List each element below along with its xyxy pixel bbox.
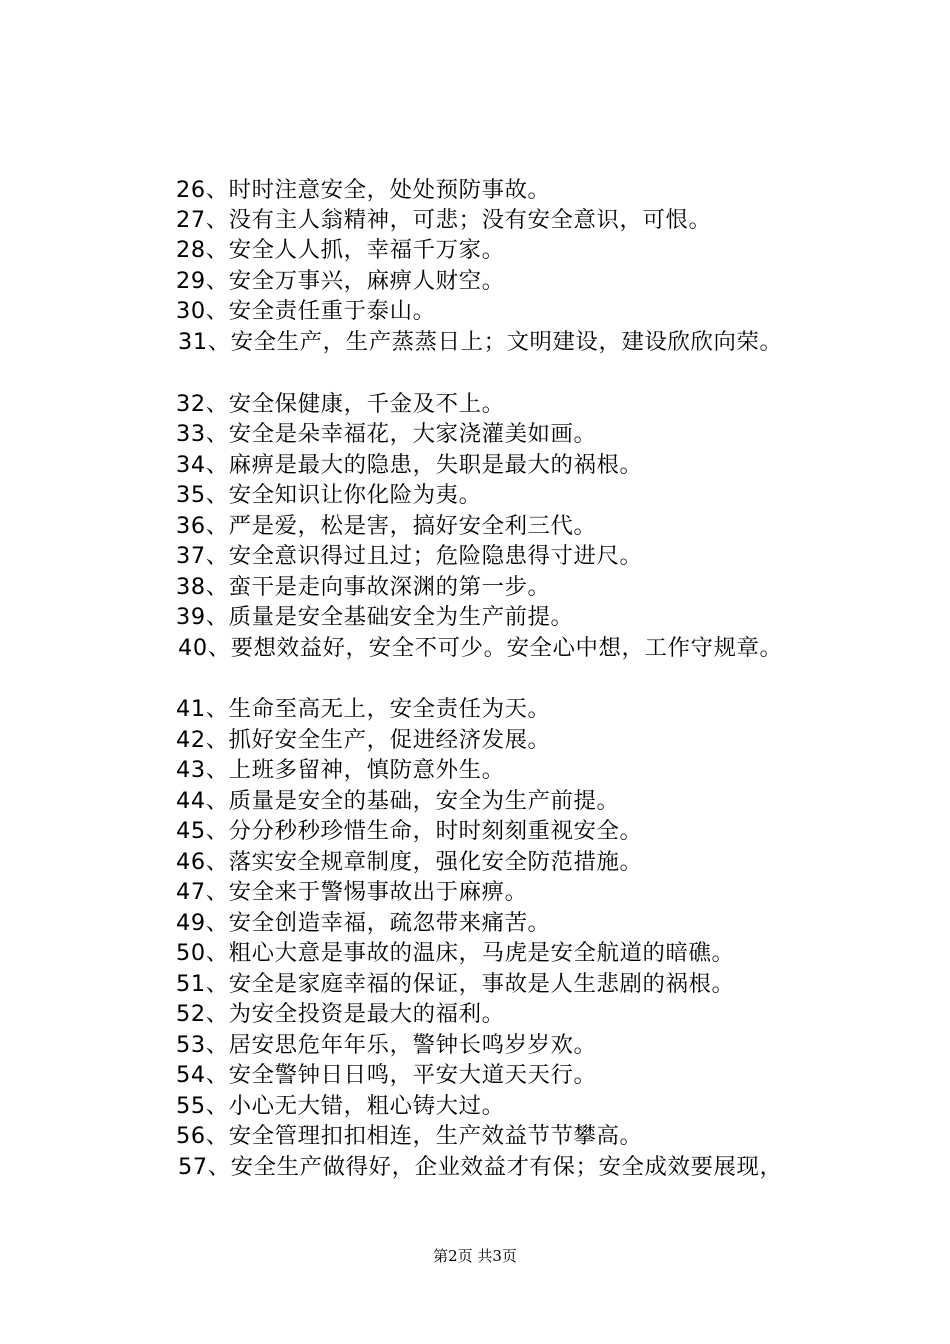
slogan-line-47: 47、安全来于警惕事故出于麻痹。: [176, 879, 528, 905]
slogan-line-37: 37、安全意识得过且过；危险隐患得寸进尺。: [176, 543, 643, 569]
slogan-line-40: 40、要想效益好，安全不可少。安全心中想，工作守规章。: [178, 635, 783, 661]
slogan-line-31: 31、安全生产，生产蒸蒸日上；文明建设，建设欣欣向荣。: [178, 329, 783, 355]
slogan-line-36: 36、严是爱，松是害，搞好安全利三代。: [176, 513, 597, 539]
slogan-line-49: 49、安全创造幸福，疏忽带来痛苦。: [176, 910, 551, 936]
slogan-line-35: 35、安全知识让你化险为夷。: [176, 482, 482, 508]
slogan-line-54: 54、安全警钟日日鸣，平安大道天天行。: [176, 1062, 597, 1088]
slogan-line-43: 43、上班多留神，慎防意外生。: [176, 757, 505, 783]
slogan-line-32: 32、安全保健康，千金及不上。: [176, 391, 505, 417]
slogan-line-34: 34、麻痹是最大的隐患，失职是最大的祸根。: [176, 452, 643, 478]
slogan-line-57: 57、安全生产做得好，企业效益才有保；安全成效要展现，: [178, 1154, 783, 1180]
slogan-line-29: 29、安全万事兴，麻痹人财空。: [176, 268, 505, 294]
slogan-line-33: 33、安全是朵幸福花，大家浇灌美如画。: [176, 421, 597, 447]
slogan-line-44: 44、质量是安全的基础，安全为生产前提。: [176, 788, 620, 814]
slogan-line-50: 50、粗心大意是事故的温床，马虎是安全航道的暗礁。: [176, 940, 735, 966]
slogan-line-28: 28、安全人人抓，幸福千万家。: [176, 237, 505, 263]
page-footer: 第2页 共3页: [433, 1247, 517, 1265]
slogan-line-27: 27、没有主人翁精神，可悲；没有安全意识，可恨。: [176, 207, 712, 233]
slogan-line-53: 53、居安思危年年乐，警钟长鸣岁岁欢。: [176, 1032, 597, 1058]
slogan-line-26: 26、时时注意安全，处处预防事故。: [176, 177, 551, 203]
slogan-line-41: 41、生命至高无上，安全责任为天。: [176, 696, 551, 722]
slogan-line-42: 42、抓好安全生产，促进经济发展。: [176, 727, 551, 753]
slogan-line-46: 46、落实安全规章制度，强化安全防范措施。: [176, 849, 643, 875]
slogan-line-52: 52、为安全投资是最大的福利。: [176, 1001, 505, 1027]
slogan-line-45: 45、分分秒秒珍惜生命，时时刻刻重视安全。: [176, 818, 643, 844]
slogan-line-30: 30、安全责任重于泰山。: [176, 298, 436, 324]
slogan-line-55: 55、小心无大错，粗心铸大过。: [176, 1093, 505, 1119]
slogan-line-39: 39、质量是安全基础安全为生产前提。: [176, 604, 574, 630]
slogan-line-51: 51、安全是家庭幸福的保证，事故是人生悲剧的祸根。: [176, 971, 735, 997]
slogan-line-56: 56、安全管理扣扣相连，生产效益节节攀高。: [176, 1123, 643, 1149]
slogan-line-38: 38、蛮干是走向事故深渊的第一步。: [176, 574, 551, 600]
